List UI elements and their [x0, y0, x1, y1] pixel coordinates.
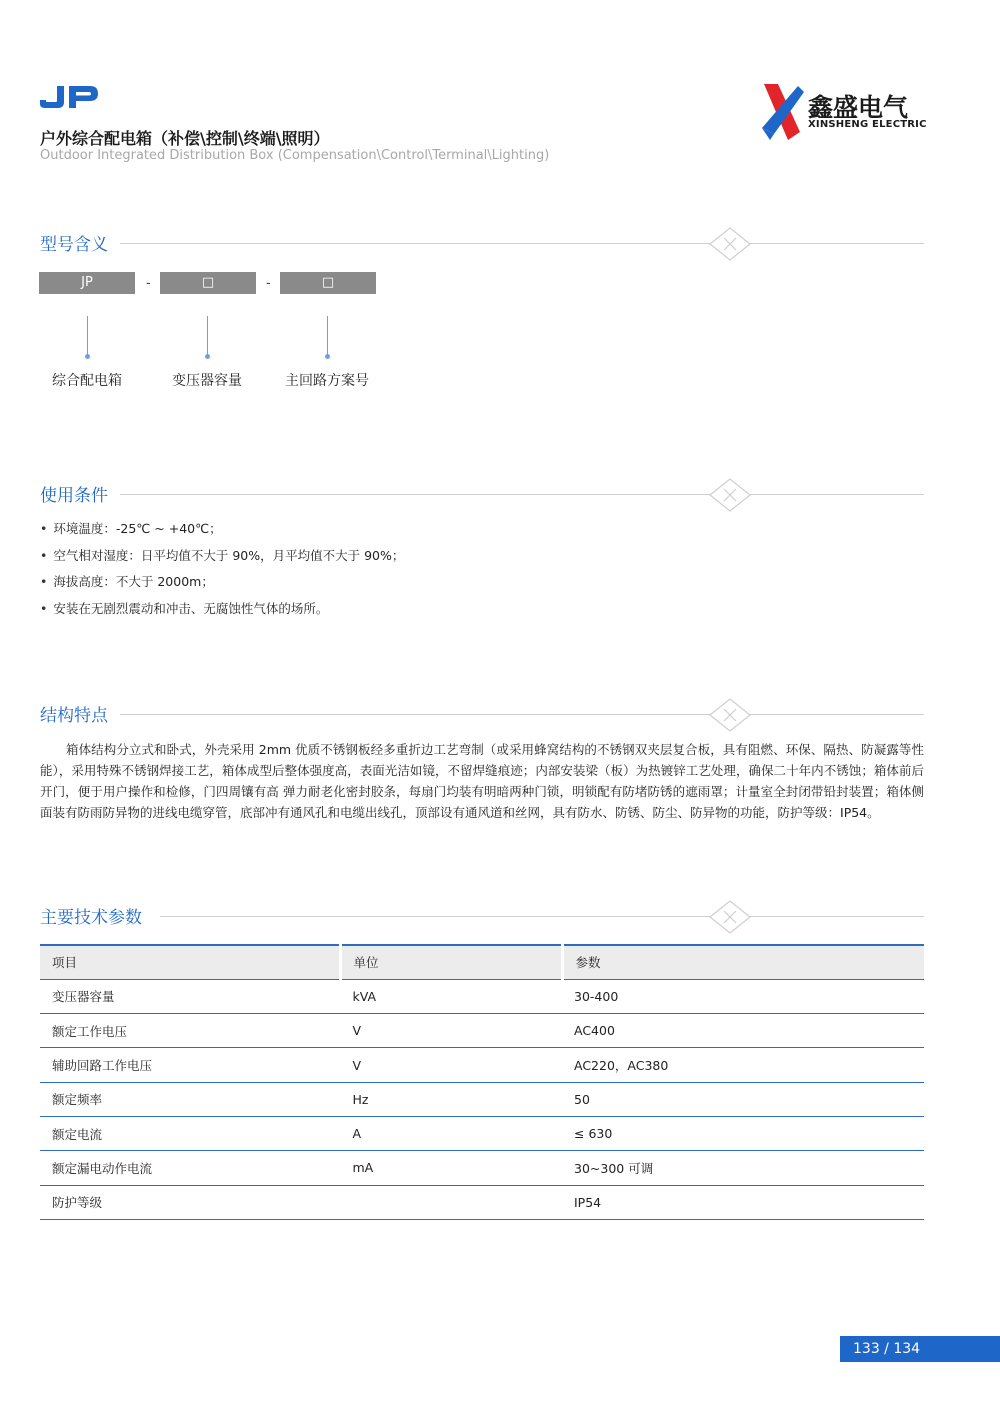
section-header-conditions [40, 477, 924, 517]
section-divider [120, 243, 924, 244]
logo-name-en: XINSHENG ELECTRIC [808, 119, 927, 130]
logo-name-cn: 鑫盛电气 [808, 93, 909, 122]
table-row [40, 1048, 924, 1082]
model-box-scheme: □ [280, 272, 376, 294]
section-title-params: 主要技术参数 [40, 903, 152, 928]
diamond-arrow-icon [706, 697, 754, 733]
table-row [40, 1014, 924, 1048]
table-cell-item: 额定工作电压 [40, 1014, 340, 1048]
page-number-badge: 133 / 134 [840, 1336, 1000, 1362]
section-title-model: 型号含义 [40, 230, 118, 255]
params-table [40, 944, 924, 1220]
column-header-item: 项目 [40, 945, 340, 979]
model-connector-line [207, 316, 208, 356]
conditions-list [40, 521, 404, 627]
column-header-value: 参数 [562, 945, 924, 979]
model-box-series: JP [39, 272, 135, 294]
table-cell-item: 防护等级 [40, 1185, 340, 1219]
table-cell-item: 辅助回路工作电压 [40, 1048, 340, 1082]
column-header-unit: 单位 [340, 945, 562, 979]
table-row [40, 979, 924, 1013]
company-logo [760, 82, 930, 144]
section-title-conditions: 使用条件 [40, 481, 118, 506]
table-cell-unit: mA [340, 1151, 562, 1185]
table-row [40, 1185, 924, 1219]
table-cell-value: 30~300 可调 [562, 1151, 924, 1185]
x-emblem-icon [760, 82, 804, 142]
table-cell-unit [340, 1185, 562, 1219]
model-connector-line [87, 316, 88, 356]
section-divider [120, 714, 924, 715]
list-item: • 环境温度：-25℃ ~ +40℃； [40, 521, 404, 548]
diamond-arrow-icon [706, 899, 754, 935]
table-cell-item: 额定频率 [40, 1082, 340, 1116]
model-connector-dot [85, 354, 90, 359]
page-subtitle-en: Outdoor Integrated Distribution Box (Compensation\Control\Terminal\Lighting) [40, 148, 550, 163]
section-title-structure: 结构特点 [40, 701, 118, 726]
structure-paragraph: 箱体结构分立式和卧式，外壳采用 2mm 优质不锈钢板经多重折边工艺弯制（或采用蜂窝结构的不锈钢双夹层复合板，具有阻燃、环保、隔热、防凝露等性能），采用特殊不锈钢焊接工艺，箱体成型后整体强度高，表面光洁如镜，不留焊缝痕迹；内部安装梁（板）为热镀锌工艺处理，确保二十年内不锈蚀；箱体前后开门，便于用户操作和检修，门四周镶有高 弹力耐老化密封胶条，每扇门均装有明暗两种门锁，明锁配有防堵防锈的遮雨罩；计量室全封闭带铅封装置；箱体侧面装有防雨防异物的进线电缆穿管，底部冲有通风孔和电缆出线孔，顶部设有通风道和丝网，具有防水、防锈、防尘、防异物的功能，防护等级：IP54。 [40, 742, 924, 820]
section-divider [160, 916, 924, 917]
list-item: • 海拔高度：不大于 2000m； [40, 574, 404, 601]
table-cell-unit: V [340, 1048, 562, 1082]
model-label-box: 综合配电箱 [52, 373, 122, 389]
diamond-arrow-icon [706, 226, 754, 262]
table-cell-value: ≤ 630 [562, 1116, 924, 1150]
model-label-capacity: 变压器容量 [172, 373, 242, 389]
model-connector-line [327, 316, 328, 356]
table-cell-value: AC220，AC380 [562, 1048, 924, 1082]
table-cell-unit: kVA [340, 979, 562, 1013]
list-item: • 安装在无剧烈震动和冲击、无腐蚀性气体的场所。 [40, 601, 404, 628]
table-cell-item: 额定电流 [40, 1116, 340, 1150]
model-box-capacity: □ [160, 272, 256, 294]
diamond-arrow-icon [706, 477, 754, 513]
section-header-model [40, 226, 924, 266]
series-code-logo [38, 84, 100, 110]
table-cell-value: 30-400 [562, 979, 924, 1013]
table-cell-unit: V [340, 1014, 562, 1048]
page-title: 户外综合配电箱（补偿\控制\终端\照明） [40, 129, 330, 148]
table-cell-value: IP54 [562, 1185, 924, 1219]
model-separator: - [266, 276, 271, 291]
table-row [40, 1151, 924, 1185]
table-header-row [40, 945, 924, 979]
model-connector-dot [325, 354, 330, 359]
model-connector-dot [205, 354, 210, 359]
table-cell-item: 变压器容量 [40, 979, 340, 1013]
table-cell-item: 额定漏电动作电流 [40, 1151, 340, 1185]
section-header-params [40, 899, 924, 939]
table-row [40, 1116, 924, 1150]
section-divider [120, 494, 924, 495]
model-label-scheme: 主回路方案号 [285, 373, 369, 389]
table-cell-unit: A [340, 1116, 562, 1150]
table-row [40, 1082, 924, 1116]
table-cell-unit: Hz [340, 1082, 562, 1116]
list-item: • 空气相对湿度：日平均值不大于 90%，月平均值不大于 90%； [40, 548, 404, 575]
table-cell-value: AC400 [562, 1014, 924, 1048]
section-header-structure [40, 697, 924, 737]
table-cell-value: 50 [562, 1082, 924, 1116]
model-separator: - [146, 276, 151, 291]
